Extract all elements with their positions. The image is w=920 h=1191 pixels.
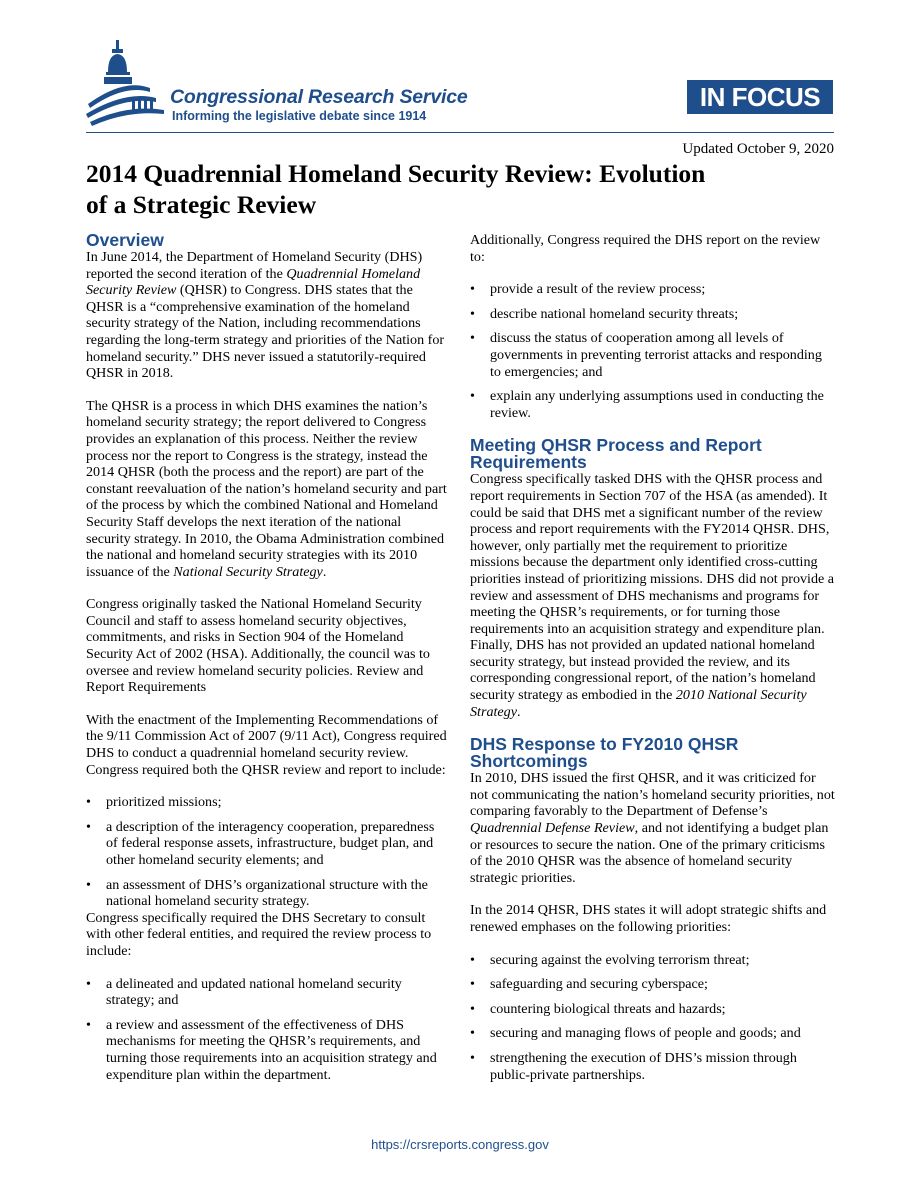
footer-url-link[interactable]: https://crsreports.congress.gov (371, 1137, 549, 1152)
overview-paragraph-1: In June 2014, the Department of Homeland Security (DHS) reported the second iteration of the Quadrennial Homeland Security Review (QHSR) to Congress. DHS states that the QHSR is a “comprehensive examination of the homeland security strategy of the Nation, including recommendations regarding the long-term strategy and priorities of the Nation for homeland security.” DHS never issued a statutorily-required QHSR in 2018. (86, 249, 445, 382)
document-title: 2014 Quadrennial Homeland Security Review: Evolution of a Strategic Review (86, 159, 706, 219)
org-tagline: Informing the legislative debate since 1914 (172, 109, 427, 123)
response-paragraph-2: In the 2014 QHSR, DHS states it will adopt strategic shifts and renewed emphases on the following priorities: (470, 902, 827, 935)
report-review-list (470, 281, 836, 421)
priorities-list (470, 952, 836, 1084)
left-column (86, 232, 448, 1099)
list-item: • strengthening the execution of DHS’s mission through public-private partnerships. (470, 1050, 836, 1083)
list-item: • a description of the interagency cooperation, preparedness of federal response assets, infrastructure, budget plan, and other homeland security elements; and (86, 819, 448, 869)
list-item: • securing and managing flows of people and goods; and (470, 1025, 836, 1042)
header-rule (86, 132, 834, 133)
overview-heading: Overview (86, 230, 164, 250)
list-item: • an assessment of DHS’s organizational structure with the national homeland security strategy. (86, 877, 448, 910)
list-item: • a delineated and updated national homeland security strategy; and (86, 976, 448, 1009)
report-requirements-list (86, 794, 448, 910)
right-column (470, 232, 836, 1083)
meeting-paragraph: Congress specifically tasked DHS with the QHSR process and report requirements in Section 707 of the HSA (as amended). It could be said that DHS met a significant number of the review process and report requirements with the FY2014 QHSR. DHS, however, only partially met the requirement to prioritize missions because the department only identified cross-cutting priorities instead of prioritizing missions. DHS did not provide a review and assessment of DHS mechanisms and programs for meeting the QHSR’s requirements, or for turning those requirements into an acquisition strategy and expenditure plan. Finally, DHS has not provided an updated national homeland security strategy, but instead provided the review, and its corresponding congressional report, of the nation’s homeland security strategy as embodied in the 2010 National Security Strategy. (470, 471, 835, 720)
list-item: • explain any underlying assumptions used in conducting the review. (470, 388, 836, 421)
in-focus-badge: IN FOCUS (687, 80, 833, 114)
overview-paragraph-6: Additionally, Congress required the DHS report on the review to: (470, 232, 821, 265)
updated-date: Updated October 9, 2020 (682, 141, 834, 157)
overview-paragraph-5: Congress specifically required the DHS Secretary to consult with other federal entities, and required the review process to include: (86, 909, 432, 959)
org-name: Congressional Research Service (170, 86, 468, 108)
list-item: • securing against the evolving terrorism threat; (470, 952, 836, 969)
list-item: • prioritized missions; (86, 794, 448, 811)
response-heading: DHS Response to FY2010 QHSR Shortcomings (470, 734, 739, 772)
overview-paragraph-3: Congress originally tasked the National Homeland Security Council and staff to assess homeland security objectives, commitments, and risks in Section 904 of the Homeland Security Act of 2002 (HSA). Additionally, the council was to oversee and review homeland security policies. Review and Report Requirements (86, 596, 430, 696)
list-item: • provide a result of the review process; (470, 281, 836, 298)
meeting-heading: Meeting QHSR Process and Report Requirements (470, 435, 762, 473)
list-item: • discuss the status of cooperation among all levels of governments in preventing terrorist attacks and responding to emergencies; and (470, 330, 836, 380)
list-item: • a review and assessment of the effectiveness of DHS mechanisms for meeting the QHSR’s requirements, and turning those requirements into an acquisition strategy and expenditure plan within the department. (86, 1017, 448, 1083)
overview-paragraph-2: The QHSR is a process in which DHS examines the nation’s homeland security strategy; the report delivered to Congress provides an explanation of this process. Neither the review process nor the report to Congress is the strategy, instead the 2014 QHSR (both the process and the report) are part of the constant reevaluation of the nation’s homeland security and part of the process by which the combined National and Homeland Security Staff develops the next iteration of the national security strategy. In 2010, the Obama Administration combined the national and homeland security strategies with its 2010 issuance of the National Security Strategy. (86, 397, 447, 580)
overview-paragraph-4: With the enactment of the Implementing Recommendations of the 9/11 Commission Act of 2007 (9/11 Act), Congress required DHS to conduct a quadrennial homeland security review. Congress required both the QHSR review and report to include: (86, 711, 447, 778)
list-item: • countering biological threats and hazards; (470, 1001, 836, 1018)
page-header (0, 0, 920, 157)
response-paragraph-1: In 2010, DHS issued the first QHSR, and it was criticized for not communicating the nation’s homeland security priorities, not comparing favorably to the Department of Defense’s Quadrennial Defense Review, and not identifying a budget plan or resources to secure the nation. One of the primary criticisms of the 2010 QHSR was the absence of homeland security strategic priorities. (470, 770, 835, 886)
review-process-list (86, 976, 448, 1084)
capitol-dome-logo (84, 38, 168, 130)
list-item: • safeguarding and securing cyberspace; (470, 976, 836, 993)
list-item: • describe national homeland security threats; (470, 306, 836, 323)
